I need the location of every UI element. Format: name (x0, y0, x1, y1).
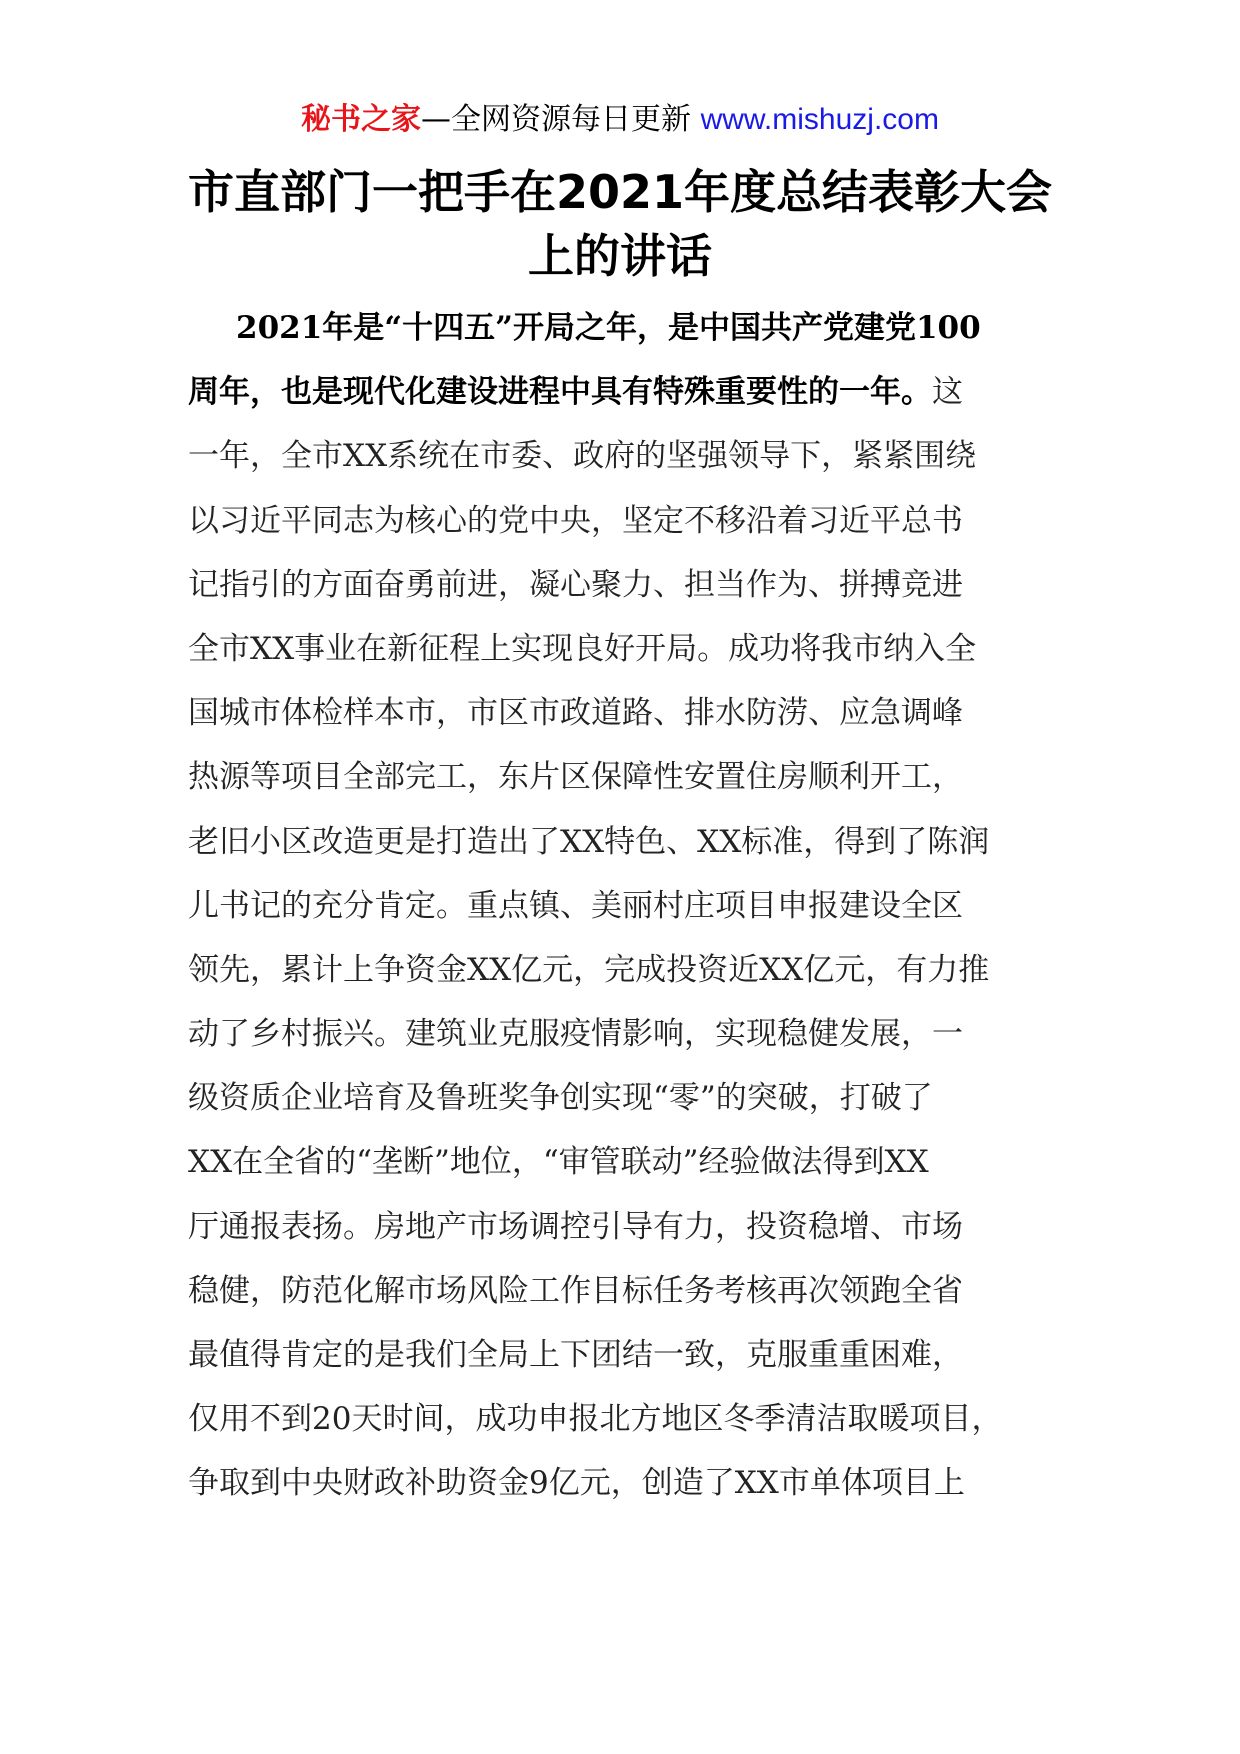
body-line: 级资质企业培育及鲁班奖争创实现“零”的突破，打破了 (188, 1080, 933, 1117)
body-line: 领先，累计上争资金XX亿元，完成投资近XX亿元，有力推 (188, 951, 990, 988)
document-body (188, 296, 1054, 1516)
body-line: 动了乡村振兴。建筑业克服疫情影响，实现稳健发展，一 (188, 1016, 963, 1053)
title-line-2: 上的讲话 (528, 229, 712, 283)
body-line: 稳健，防范化解市场风险工作目标任务考核再次领跑全省 (188, 1272, 963, 1309)
body-line: 仅用不到20天时间，成功申报北方地区冬季清洁取暖项目， (188, 1401, 1003, 1438)
site-url: www.mishuzj.com (700, 103, 939, 136)
body-bold-text: 周年，也是现代化建设进程中具有特殊重要性的一年。 (188, 374, 932, 411)
title-line-1: 市直部门一把手在2021年度总结表彰大会 (187, 165, 1053, 219)
body-line: 记指引的方面奋勇前进，凝心聚力、担当作为、拼搏竞进 (188, 566, 963, 603)
body-line: XX在全省的“垄断”地位，“审管联动”经验做法得到XX (188, 1144, 929, 1181)
site-watermark-header (0, 100, 1240, 140)
document-title (180, 160, 1060, 288)
body-line: 最值得肯定的是我们全局上下团结一致，克服重重困难， (188, 1337, 963, 1373)
body-line: 厅通报表扬。房地产市场调控引导有力，投资稳增、市场 (188, 1208, 963, 1245)
body-line: 2021年是“十四五”开局之年，是中国共产党建党100 (236, 310, 981, 346)
body-line: 以习近平同志为核心的党中央，坚定不移沿着习近平总书 (188, 502, 963, 539)
body-line: 一年，全市XX系统在市委、政府的坚强领导下，紧紧围绕 (188, 438, 977, 475)
body-line: 争取到中央财政补助资金9亿元，创造了XX市单体项目上 (188, 1465, 965, 1502)
brand-name: 秘书之家 (301, 102, 422, 137)
body-text: 这 (932, 374, 963, 411)
site-tagline: —全网资源每日更新 (421, 102, 701, 137)
body-line: 全市XX事业在新征程上实现良好开局。成功将我市纳入全 (188, 630, 977, 667)
body-line: 国城市体检样本市，市区市政道路、排水防涝、应急调峰 (188, 695, 963, 732)
body-line (188, 360, 1054, 424)
body-line: 热源等项目全部完工，东片区保障性安置住房顺利开工， (188, 759, 963, 796)
body-line: 儿书记的充分肯定。重点镇、美丽村庄项目申报建设全区 (188, 887, 963, 924)
body-line: 老旧小区改造更是打造出了XX特色、XX标准，得到了陈润 (188, 823, 990, 860)
